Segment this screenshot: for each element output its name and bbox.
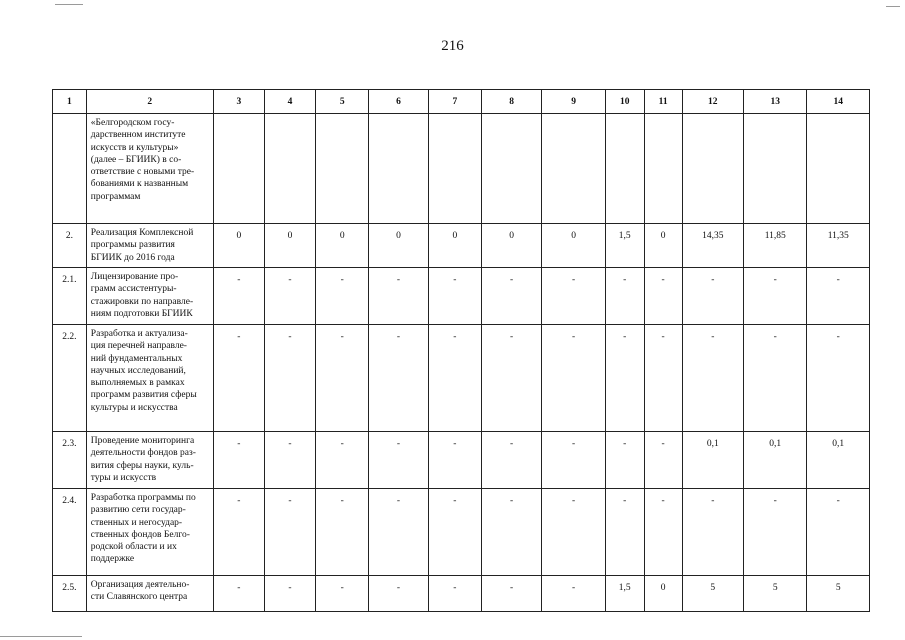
- value-cell-col-8: -: [481, 432, 541, 489]
- value-cell-col-9: [542, 114, 605, 224]
- column-header-13: 13: [743, 90, 806, 114]
- column-header-6: 6: [369, 90, 428, 114]
- column-header-5: 5: [316, 90, 369, 114]
- value-cell-col-5: -: [316, 489, 369, 576]
- value-cell-col-5: -: [316, 325, 369, 432]
- row-number: 2.: [53, 224, 87, 268]
- table-row: [53, 224, 870, 268]
- value-cell-col-12: 14,35: [682, 224, 743, 268]
- value-cell-col-5: -: [316, 268, 369, 325]
- value-cell-col-13: 0,1: [743, 432, 806, 489]
- value-cell-col-6: -: [369, 432, 428, 489]
- value-cell-col-6: -: [369, 325, 428, 432]
- value-cell-col-8: -: [481, 576, 541, 612]
- value-cell-col-3: -: [213, 325, 264, 432]
- row-number: [53, 114, 87, 224]
- value-cell-col-10: 1,5: [605, 576, 644, 612]
- value-cell-col-13: 11,85: [743, 224, 806, 268]
- row-number: 2.3.: [53, 432, 87, 489]
- value-cell-col-11: 0: [644, 576, 682, 612]
- data-table: [52, 89, 870, 612]
- value-cell-col-8: -: [481, 268, 541, 325]
- value-cell-col-12: -: [682, 325, 743, 432]
- column-header-9: 9: [542, 90, 605, 114]
- row-description: «Белгородском госу- дарственном институте искусств и культуры» (далее – БГИИК) в со- ответствие с новыми тре- бованиями к названным программам: [86, 114, 213, 224]
- value-cell-col-7: -: [428, 576, 481, 612]
- column-header-7: 7: [428, 90, 481, 114]
- value-cell-col-9: -: [542, 432, 605, 489]
- value-cell-col-14: -: [807, 325, 870, 432]
- column-header-3: 3: [213, 90, 264, 114]
- value-cell-col-9: -: [542, 489, 605, 576]
- value-cell-col-4: -: [264, 489, 315, 576]
- value-cell-col-8: -: [481, 489, 541, 576]
- value-cell-col-7: -: [428, 432, 481, 489]
- table-row: [53, 114, 870, 224]
- value-cell-col-12: 0,1: [682, 432, 743, 489]
- value-cell-col-6: [369, 114, 428, 224]
- column-header-11: 11: [644, 90, 682, 114]
- table-row: [53, 268, 870, 325]
- value-cell-col-5: -: [316, 432, 369, 489]
- scan-mark-top-right: [886, 6, 900, 7]
- value-cell-col-14: 11,35: [807, 224, 870, 268]
- table-body: [53, 114, 870, 612]
- value-cell-col-7: -: [428, 268, 481, 325]
- value-cell-col-3: -: [213, 268, 264, 325]
- row-description: Реализация Комплексной программы развития БГИИК до 2016 года: [86, 224, 213, 268]
- table-row: [53, 432, 870, 489]
- value-cell-col-4: -: [264, 432, 315, 489]
- column-header-8: 8: [481, 90, 541, 114]
- column-header-1: 1: [53, 90, 87, 114]
- column-header-14: 14: [807, 90, 870, 114]
- value-cell-col-4: -: [264, 325, 315, 432]
- value-cell-col-5: [316, 114, 369, 224]
- value-cell-col-14: -: [807, 489, 870, 576]
- value-cell-col-5: 0: [316, 224, 369, 268]
- table-row: [53, 576, 870, 612]
- scan-mark-top-left: [55, 4, 83, 5]
- value-cell-col-3: 0: [213, 224, 264, 268]
- value-cell-col-6: -: [369, 268, 428, 325]
- value-cell-col-4: -: [264, 268, 315, 325]
- column-header-10: 10: [605, 90, 644, 114]
- row-number: 2.4.: [53, 489, 87, 576]
- value-cell-col-13: -: [743, 489, 806, 576]
- value-cell-col-9: -: [542, 325, 605, 432]
- value-cell-col-11: [644, 114, 682, 224]
- value-cell-col-3: -: [213, 489, 264, 576]
- row-number: 2.2.: [53, 325, 87, 432]
- row-description: Проведение мониторинга деятельности фондов раз- вития сферы науки, куль- туры и искусств: [86, 432, 213, 489]
- value-cell-col-14: 5: [807, 576, 870, 612]
- value-cell-col-11: -: [644, 432, 682, 489]
- value-cell-col-13: -: [743, 325, 806, 432]
- value-cell-col-10: 1,5: [605, 224, 644, 268]
- value-cell-col-7: -: [428, 325, 481, 432]
- value-cell-col-7: [428, 114, 481, 224]
- row-number: 2.5.: [53, 576, 87, 612]
- value-cell-col-12: 5: [682, 576, 743, 612]
- table-header-row: [53, 90, 870, 114]
- value-cell-col-14: [807, 114, 870, 224]
- row-description: Разработка программы по развитию сети государ- ственных и негосудар- ственных фондов Белго- родской области и их поддержке: [86, 489, 213, 576]
- value-cell-col-10: -: [605, 489, 644, 576]
- value-cell-col-3: [213, 114, 264, 224]
- row-description: Разработка и актуализа- ция перечней направле- ний фундаментальных научных исследований, выполняемых в рамках программ развития сферы культуры и искусства: [86, 325, 213, 432]
- value-cell-col-3: -: [213, 432, 264, 489]
- value-cell-col-9: 0: [542, 224, 605, 268]
- table-row: [53, 325, 870, 432]
- value-cell-col-4: [264, 114, 315, 224]
- value-cell-col-8: [481, 114, 541, 224]
- column-header-12: 12: [682, 90, 743, 114]
- value-cell-col-13: 5: [743, 576, 806, 612]
- value-cell-col-11: -: [644, 268, 682, 325]
- scan-mark-bottom-left: [0, 636, 82, 637]
- value-cell-col-10: -: [605, 432, 644, 489]
- value-cell-col-13: -: [743, 268, 806, 325]
- value-cell-col-9: -: [542, 268, 605, 325]
- row-description: Лицензирование про- грамм ассистентуры- стажировки по направле- ниям подготовки БГИИК: [86, 268, 213, 325]
- value-cell-col-12: -: [682, 268, 743, 325]
- value-cell-col-4: 0: [264, 224, 315, 268]
- value-cell-col-7: 0: [428, 224, 481, 268]
- page-number: 216: [441, 38, 464, 54]
- value-cell-col-11: -: [644, 325, 682, 432]
- value-cell-col-4: -: [264, 576, 315, 612]
- column-header-2: 2: [86, 90, 213, 114]
- value-cell-col-14: -: [807, 268, 870, 325]
- value-cell-col-3: -: [213, 576, 264, 612]
- value-cell-col-10: -: [605, 268, 644, 325]
- row-description: Организация деятельно- сти Славянского центра: [86, 576, 213, 612]
- value-cell-col-12: [682, 114, 743, 224]
- table-row: [53, 489, 870, 576]
- value-cell-col-13: [743, 114, 806, 224]
- value-cell-col-6: -: [369, 489, 428, 576]
- value-cell-col-7: -: [428, 489, 481, 576]
- value-cell-col-5: -: [316, 576, 369, 612]
- value-cell-col-9: -: [542, 576, 605, 612]
- value-cell-col-10: -: [605, 325, 644, 432]
- row-number: 2.1.: [53, 268, 87, 325]
- value-cell-col-11: 0: [644, 224, 682, 268]
- value-cell-col-11: -: [644, 489, 682, 576]
- value-cell-col-8: -: [481, 325, 541, 432]
- value-cell-col-10: [605, 114, 644, 224]
- column-header-4: 4: [264, 90, 315, 114]
- value-cell-col-8: 0: [481, 224, 541, 268]
- value-cell-col-6: 0: [369, 224, 428, 268]
- value-cell-col-12: -: [682, 489, 743, 576]
- value-cell-col-6: -: [369, 576, 428, 612]
- value-cell-col-14: 0,1: [807, 432, 870, 489]
